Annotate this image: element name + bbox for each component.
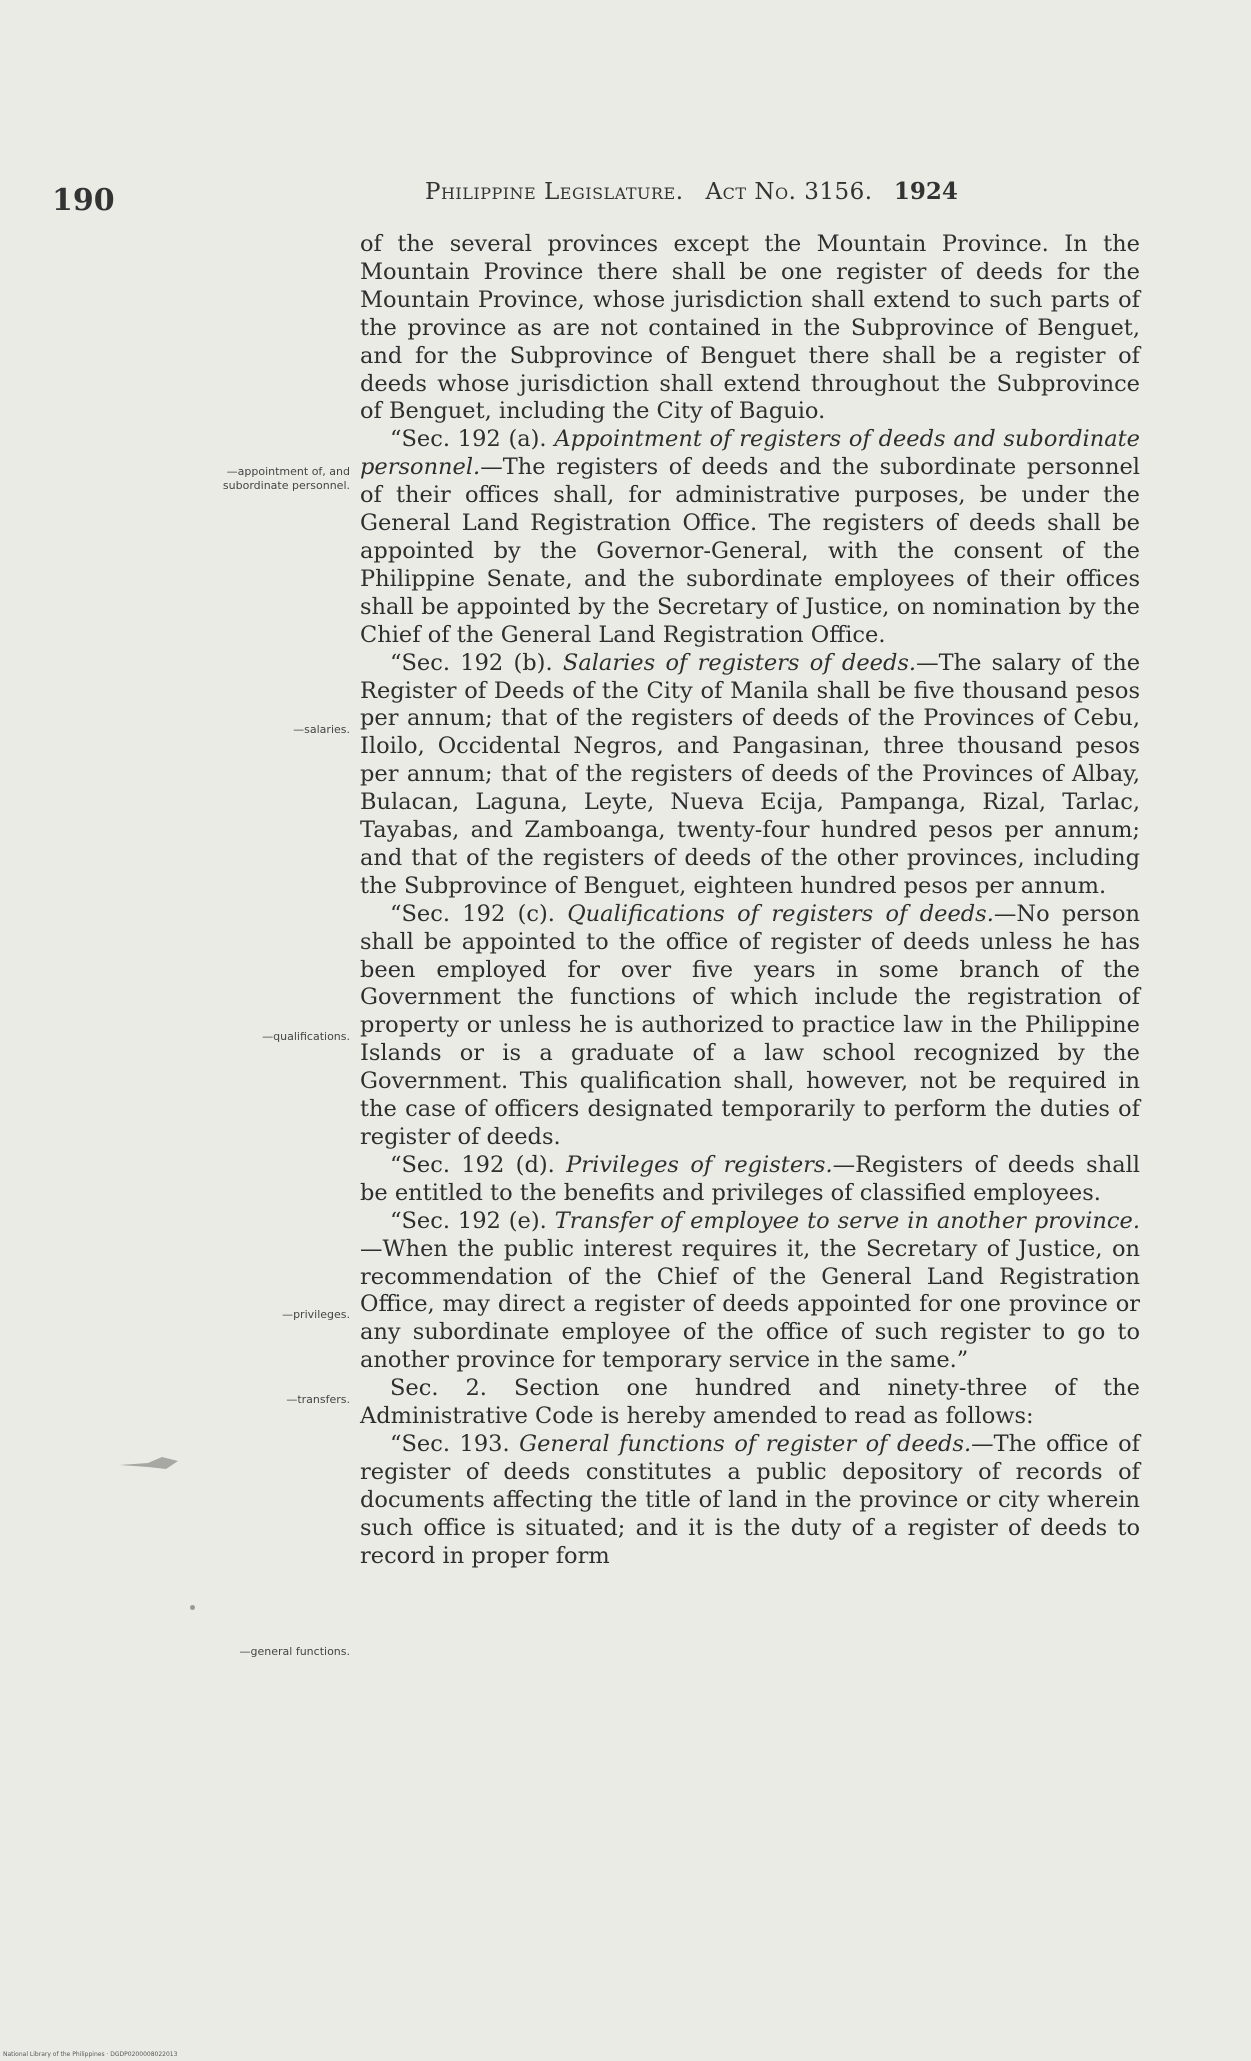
section-lead: “Sec. 192 (b). bbox=[390, 649, 563, 676]
section-title: Transfer of employee to serve in another province. bbox=[554, 1207, 1140, 1234]
section-lead: Sec. 2. bbox=[390, 1375, 514, 1402]
paragraph-text: —No person shall be appointed to the office of register of deeds unless he has been employed for over five years in some branch of the Government the functions of which include the registration of property or unless he is authorized to practice law in the Philippine Islands or is a graduate of a law school recognized by the Government. This qualification shall, however, not be required in the case of officers designated temporarily to perform the duties of register of deeds. bbox=[360, 900, 1140, 1150]
margin-note-line: —transfers. bbox=[286, 1393, 350, 1406]
paragraph-sec-192b bbox=[360, 650, 1140, 901]
margin-note-appointment bbox=[150, 465, 350, 493]
section-title: Privileges of registers. bbox=[566, 1151, 833, 1178]
margin-note-line: —privileges. bbox=[282, 1308, 350, 1321]
paragraph-text: —Registers of deeds shall be entitled to the benefits and privileges of classified employees. bbox=[360, 1151, 1140, 1206]
paragraph-sec-192c bbox=[360, 901, 1140, 1152]
paragraph-text: —The registers of deeds and the subordinate personnel of their offices shall, for administrative purposes, be under the General Land Registration Office. The registers of deeds shall be appointed by the Governor-General, with the consent of the Philippine Senate, and the subordinate employees of their offices shall be appointed by the Secretary of Justice, on nomination by the Chief of the General Land Registration Office. bbox=[360, 454, 1140, 648]
margin-note-line: —general functions. bbox=[239, 1645, 350, 1658]
margin-note-line: —appointment of, and bbox=[226, 465, 350, 478]
body-text bbox=[360, 231, 1140, 1571]
paragraph-sec-193 bbox=[360, 1431, 1140, 1571]
running-head-title: Philippine Legislature. bbox=[425, 179, 684, 205]
paragraph-text: Section one hundred and ninety-three of the Administrative Code is hereby amended to read as follows: bbox=[360, 1375, 1140, 1430]
paragraph-continuation bbox=[360, 231, 1140, 426]
section-title: Salaries of registers of deeds. bbox=[562, 649, 917, 676]
page-number: 190 bbox=[52, 183, 115, 218]
margin-note-transfers bbox=[150, 1393, 350, 1407]
margin-note-salaries bbox=[150, 723, 350, 737]
margin-note-qualifications bbox=[150, 1030, 350, 1044]
section-lead: “Sec. 192 (e). bbox=[390, 1207, 555, 1234]
paragraph-text: —The office of register of deeds constitutes a public depository of records of documents affecting the title of land in the province or city wherein such office is situated; and it is the duty of a register of deeds to record in proper form bbox=[360, 1430, 1140, 1569]
paragraph-text: —The salary of the Register of Deeds of the City of Manila shall be five thousand pesos per annum; that of the registers of deeds of the Provinces of Cebu, Iloilo, Occidental Negros, and Pangasinan, three thousand pesos per annum; that of the registers of deeds of the Provinces of Albay, Bulacan, Laguna, Leyte, Nueva Ecija, Pampanga, Rizal, Tarlac, Tayabas, and Zamboanga, twenty-four hundred pesos per annum; and that of the registers of deeds of the other provinces, including the Subprovince of Benguet, eighteen hundred pesos per annum. bbox=[360, 649, 1141, 899]
margin-note-general-functions bbox=[150, 1645, 350, 1659]
paragraph-sec-2 bbox=[360, 1375, 1140, 1431]
section-title: Qualifications of registers of deeds. bbox=[567, 900, 994, 927]
paragraph-text: —When the public interest requires it, the Secretary of Justice, on recommendation of the Chief of the General Land Registration Office, may direct a register of deeds appointed for one province or any subordinate employee of the office of such register to go to another province for temporary service in the same.” bbox=[360, 1235, 1140, 1374]
running-head-act: Act No. 3156. bbox=[705, 179, 873, 205]
scan-footer: National Library of the Philippines · DGDP0200008022013 bbox=[3, 2051, 178, 2058]
margin-note-line: —qualifications. bbox=[262, 1030, 350, 1043]
paragraph-sec-192d bbox=[360, 1152, 1140, 1208]
section-title: Appointment of registers of deeds and subordinate personnel. bbox=[360, 426, 1140, 481]
paragraph-sec-192a bbox=[360, 426, 1140, 649]
ink-smudge bbox=[118, 1453, 188, 1477]
running-head-year: 1924 bbox=[893, 178, 958, 205]
margin-note-line: subordinate personnel. bbox=[222, 479, 350, 492]
section-lead: “Sec. 192 (a). bbox=[390, 426, 555, 453]
margin-note-privileges bbox=[150, 1308, 350, 1322]
section-title: General functions of register of deeds. bbox=[519, 1430, 972, 1457]
ink-dot bbox=[190, 1605, 195, 1610]
paragraph-sec-192e bbox=[360, 1208, 1140, 1375]
section-lead: “Sec. 193. bbox=[390, 1430, 520, 1457]
paragraph-text: of the several provinces except the Mountain Province. In the Mountain Province there shall be one register of deeds for the Mountain Province, whose jurisdiction shall extend to such parts of the province as are not contained in the Subprovince of Benguet, and for the Subprovince of Benguet there shall be a register of deeds whose jurisdiction shall extend throughout the Subprovince of Benguet, including the City of Baguio. bbox=[360, 231, 1140, 425]
running-head bbox=[425, 178, 958, 205]
section-lead: “Sec. 192 (c). bbox=[390, 900, 568, 927]
section-lead: “Sec. 192 (d). bbox=[390, 1151, 567, 1178]
margin-note-line: —salaries. bbox=[293, 723, 350, 736]
